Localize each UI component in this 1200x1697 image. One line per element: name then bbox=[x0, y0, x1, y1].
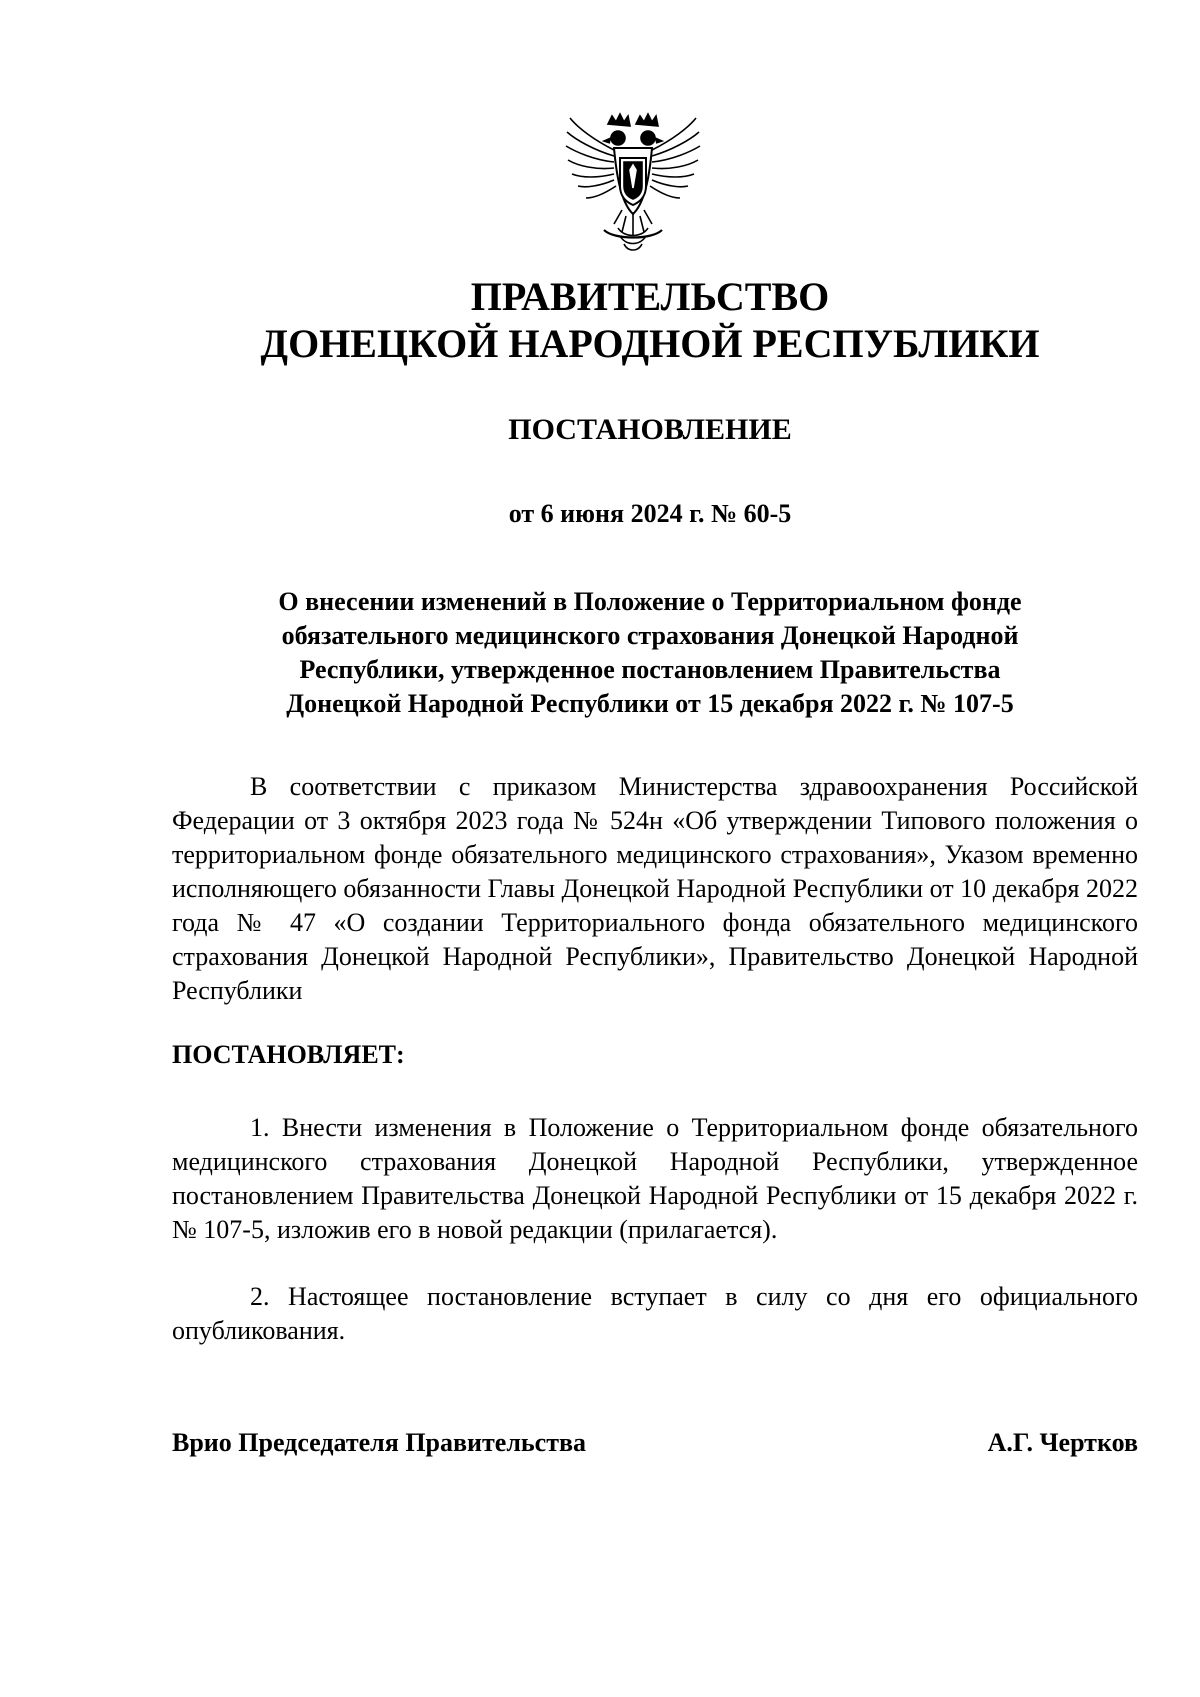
subject-line: Донецкой Народной Республики от 15 декабря 2022 г. № 107-5 bbox=[286, 689, 1014, 718]
item-1-paragraph: 1. Внести изменения в Положение о Территориальном фонде обязательного медицинского страхования Донецкой Народной Республики, утвержденное постановлением Правительства Донецкой Народной Республики от 15 декабря 2022 г. № 107-5, изложив его в новой редакции (прилагается). bbox=[172, 1113, 1138, 1244]
government-title-line2: ДОНЕЦКОЙ НАРОДНОЙ РЕСПУБЛИКИ bbox=[260, 321, 1040, 366]
preamble-paragraph: В соответствии с приказом Министерства здравоохранения Российской Федерации от 3 октября 2023 года № 524н «Об утверждении Типового положения о территориальном фонде обязательного медицинского страхования», Указом временно исполняющего обязанности Главы Донецкой Народной Республики от 10 декабря 2022 года № 47 «О создании Территориального фонда обязательного медицинского страхования Донецкой Народной Республики», Правительство Донецкой Народной Республики bbox=[172, 772, 1138, 1005]
item-2-paragraph: 2. Настоящее постановление вступает в силу со дня его официального опубликования. bbox=[172, 1282, 1138, 1345]
coat-of-arms-eagle-icon bbox=[564, 110, 702, 258]
resolves-heading: ПОСТАНОВЛЯЕТ: bbox=[172, 1040, 405, 1069]
document-type: ПОСТАНОВЛЕНИЕ bbox=[508, 413, 792, 446]
document-date-number: от 6 июня 2024 г. № 60-5 bbox=[508, 499, 792, 528]
signatory-position: Врио Председателя Правительства bbox=[172, 1428, 587, 1457]
document-subject bbox=[200, 585, 1100, 721]
subject-line: О внесении изменений в Положение о Территориальном фонде bbox=[278, 587, 1022, 616]
subject-line: обязательного медицинского страхования Донецкой Народной bbox=[281, 621, 1019, 650]
government-title-line1: ПРАВИТЕЛЬСТВО bbox=[470, 274, 830, 319]
signatory-name: А.Г. Чертков bbox=[987, 1428, 1138, 1457]
subject-line: Республики, утвержденное постановлением Правительства bbox=[299, 655, 1001, 684]
